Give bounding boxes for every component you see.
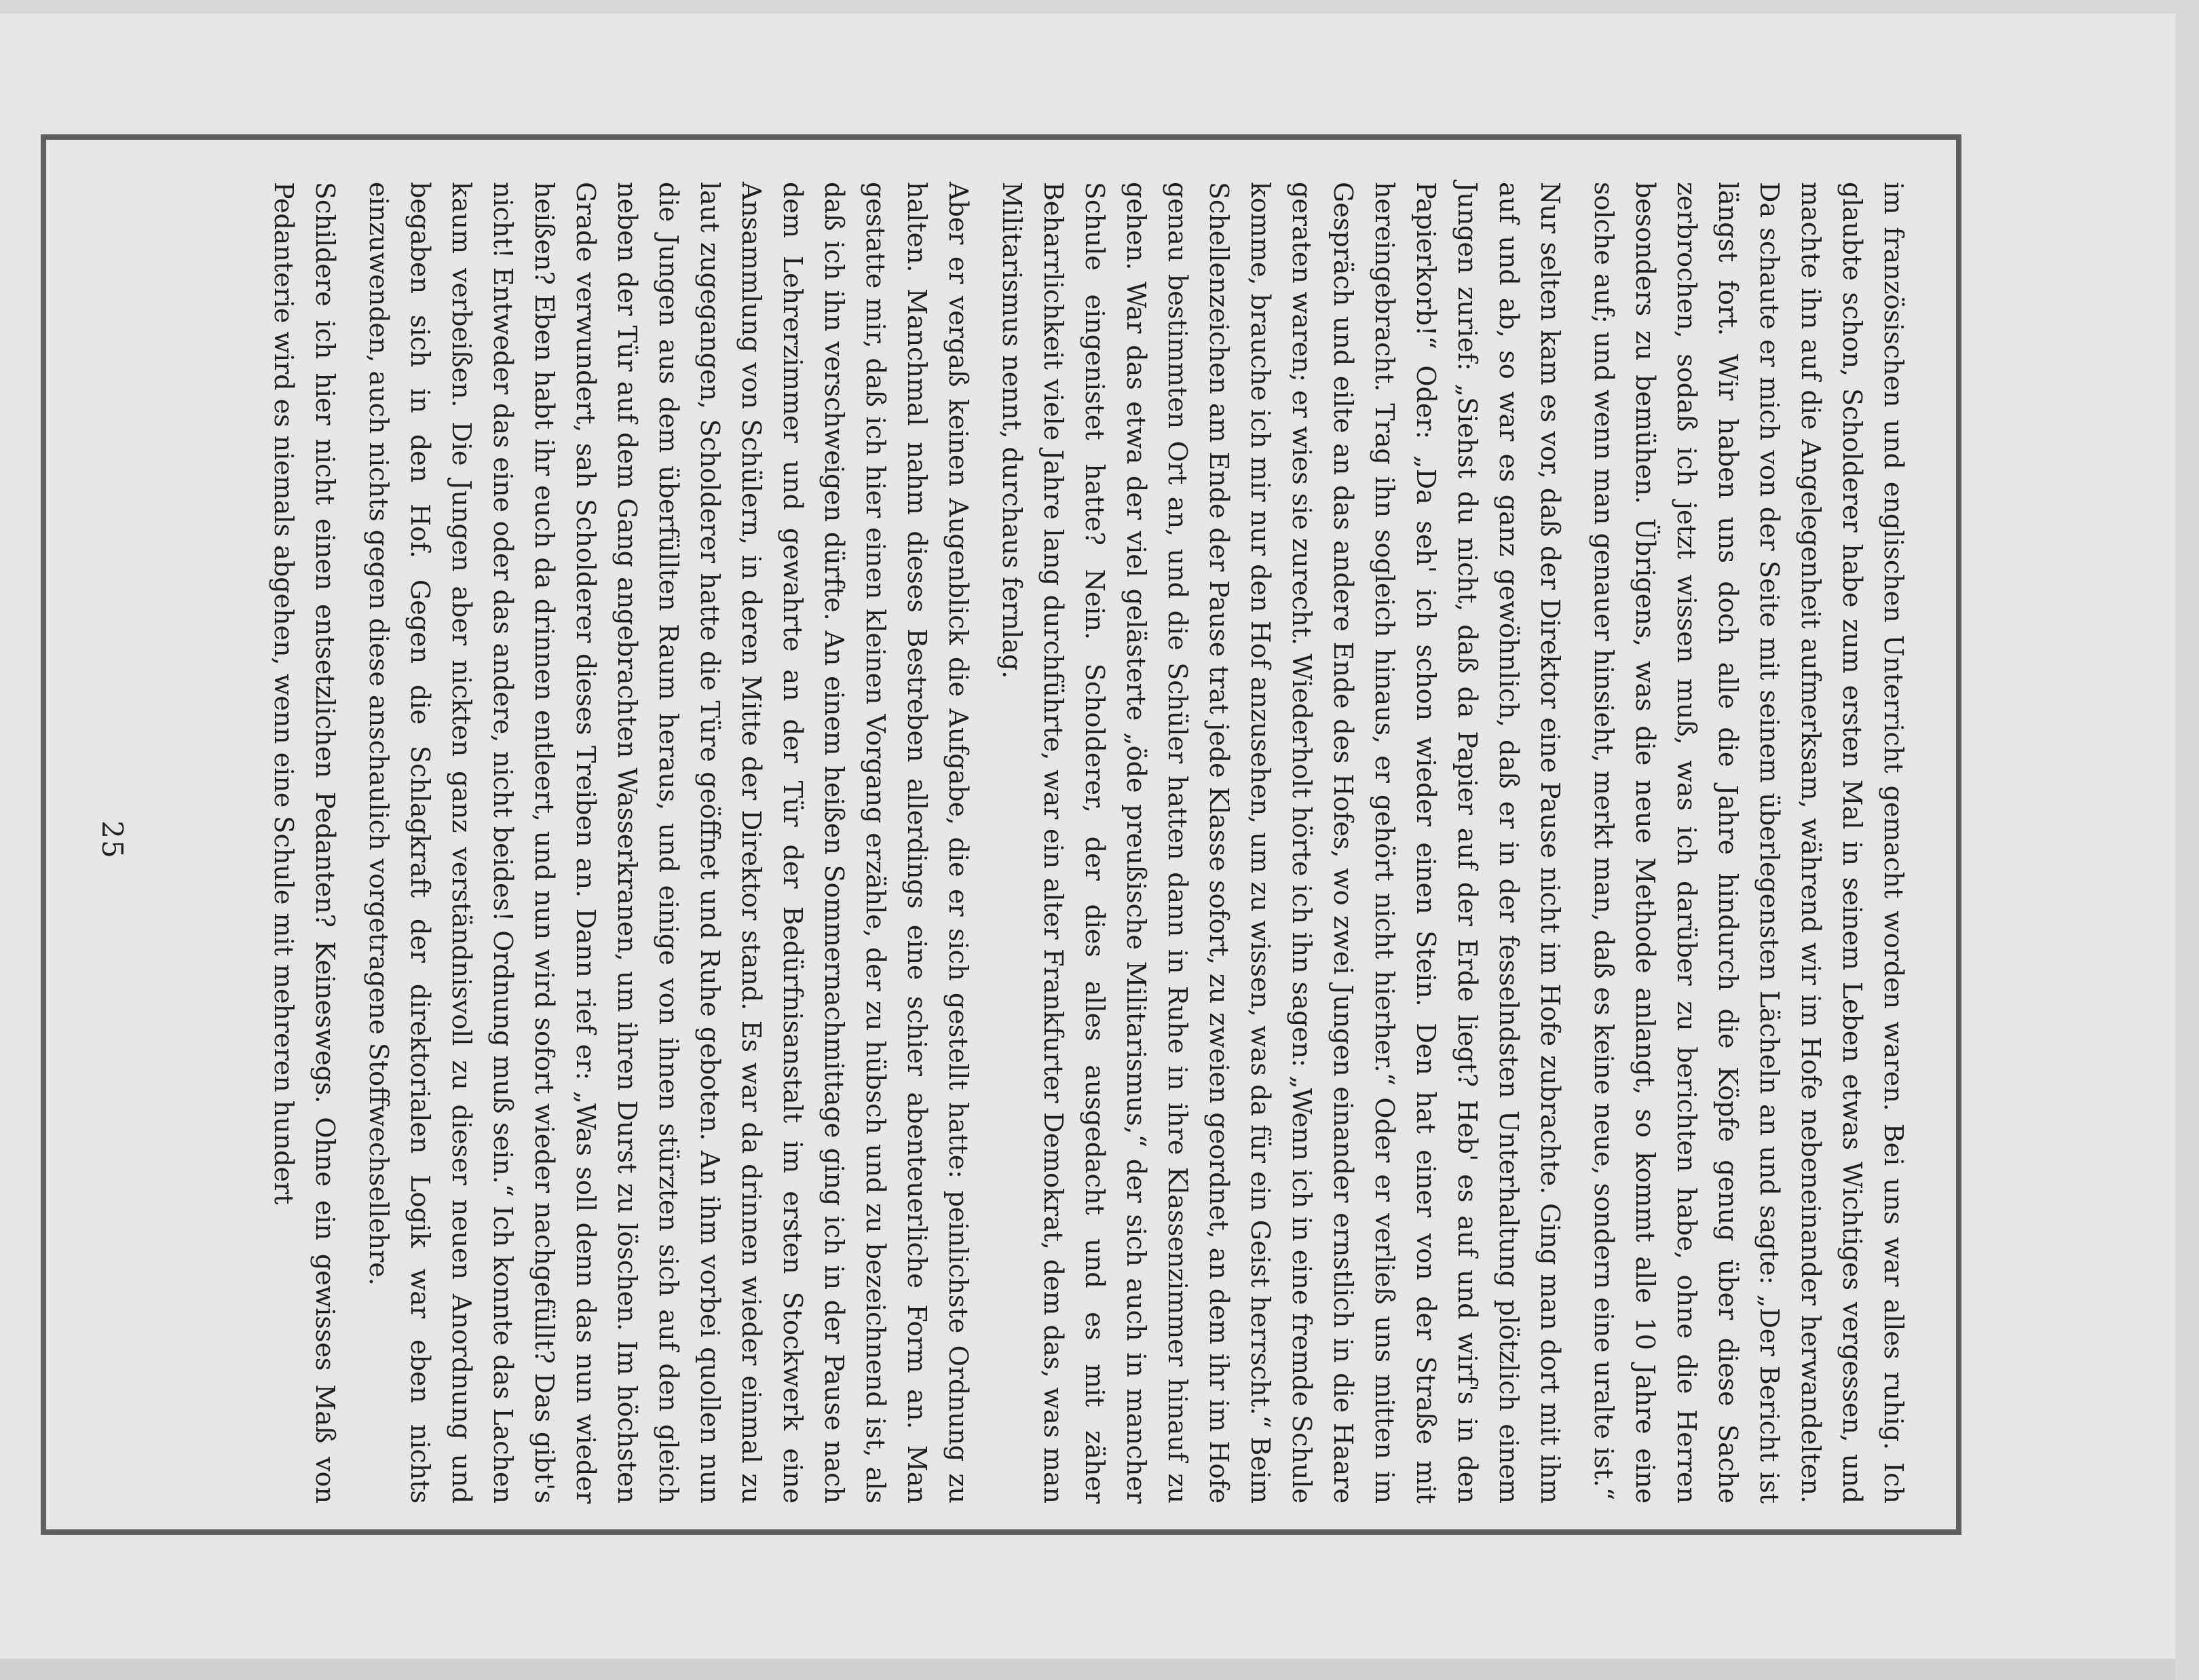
paragraph-4: Schildere ich hier nicht einen entsetzlichen Pedanten? Keineswegs. Ohne ein gewisses Maß von Pedanterie wird es niemals abgehen, wenn eine Schule mit mehreren hundert — [269, 182, 340, 1504]
page-number: 25 — [96, 820, 129, 860]
paragraph-2: Nur selten kam es vor, daß der Direktor eine Pause nicht im Hofe zubrachte. Ging man dort mit ihm auf und ab, so war es ganz gewöhnlich, daß er in der fesselndsten Unterhaltung plötzlich einem Jungen zurief: „Siehst du nicht, daß da Papier auf der Erde liegt? Heb' es auf und wirf's in den Papierkorb!“ Oder: „Da seh' ich schon wieder einen Stein. Den hat einer von der Straße mit hereingebracht. Trag ihn sogleich hinaus, er gehört nicht hierher.“ Oder er verließ uns mitten im Gespräch und eilte an das andere Ende des Hofes, wo zwei Jungen einander ernstlich in die Haare geraten waren; er wies sie zurecht. Wiederholt hörte ich ihn sagen: „Wenn ich in eine fremde Schule komme, brauche ich mir nur den Hof anzusehen, um zu wissen, was da für ein Geist herrscht.“ Beim Schellenzeichen am Ende der Pause trat jede Klasse sofort, zu zweien geordnet, an dem ihr im Hofe genau bestimmten Ort an, und die Schüler hatten dann in Ruhe in ihre Klassenzimmer hinauf zu gehen. War das etwa der viel gelästerte „öde preußische Militarismus,“ der sich auch in mancher Schule eingenistet hatte? Nein. Scholderer, der dies alles ausgedacht und es mit zäher Beharrlichkeit viele Jahre lang durchführte, war ein alter Frankfurter Demokrat, dem das, was man Militarismus nennt, durchaus fernlag. — [997, 182, 1565, 1504]
paragraph-1: im französischen und englischen Unterricht gemacht worden waren. Bei uns war alles ruhig. Ich glaubte schon, Scholderer habe zum ersten Mal in seinem Leben etwas Wichtiges vergessen, und machte ihn auf die Angelegenheit aufmerksam, während wir im Hofe nebeneinander herwandelten. Da schaute er mich von der Seite mit seinem überlegensten Lächeln an und sagte: „Der Bericht ist längst fort. Wir haben uns doch alle die Jahre hindurch die Köpfe genug über diese Sache zerbrochen, sodaß ich jetzt wissen muß, was ich darüber zu berichten habe, ohne die Herren besonders zu bemühen. Übrigens, was die neue Methode anlangt, so kommt alle 10 Jahre eine solche auf; und wenn man genauer hinsieht, merkt man, daß es keine neue, sondern eine uralte ist.“ — [1589, 182, 1909, 1504]
body-text — [81, 144, 1914, 1535]
paragraph-3: Aber er vergaß keinen Augenblick die Aufgabe, die er sich gestellt hatte: peinlichste Ordnung zu halten. Manchmal nahm dieses Bestreben allerdings eine schier abenteuerliche Form an. Man gestatte mir, daß ich hier einen kleinen Vorgang erzähle, der zu hübsch und zu bezeichnend ist, als daß ich ihn verschweigen dürfte. An einem heißen Sommernachmittage ging ich in der Pause nach dem Lehrerzimmer und gewahrte an der Tür der Bedürfnisanstalt im ersten Stockwerk eine Ansammlung von Schülern, in deren Mitte der Direktor stand. Es war da drinnen wieder einmal zu laut zugegangen, Scholderer hatte die Türe geöffnet und Ruhe geboten. An ihm vorbei quollen nun die Jungen aus dem überfüllten Raum heraus, und einige von ihnen stürzten sich auf den gleich neben der Tür auf dem Gang angebrachten Wasserkranen, um ihren Durst zu löschen. Im höchsten Grade verwundert, sah Scholderer dieses Treiben an. Dann rief er: „Was soll denn das nun wieder heißen? Eben habt ihr euch da drinnen entleert, und nun wird sofort wieder nachgefüllt? Das gibt's nicht! Entweder das eine oder das andere, nicht beides! Ordnung muß sein.“ Ich konnte das Lachen kaum verbeißen. Die Jungen aber nickten ganz verständnisvoll zu dieser neuen Anordnung und begaben sich in den Hof. Gegen die Schlagkraft der direktorialen Logik war eben nichts einzuwenden, auch nichts gegen diese anschaulich vorgetragene Stoffwechsellehre. — [364, 182, 973, 1504]
